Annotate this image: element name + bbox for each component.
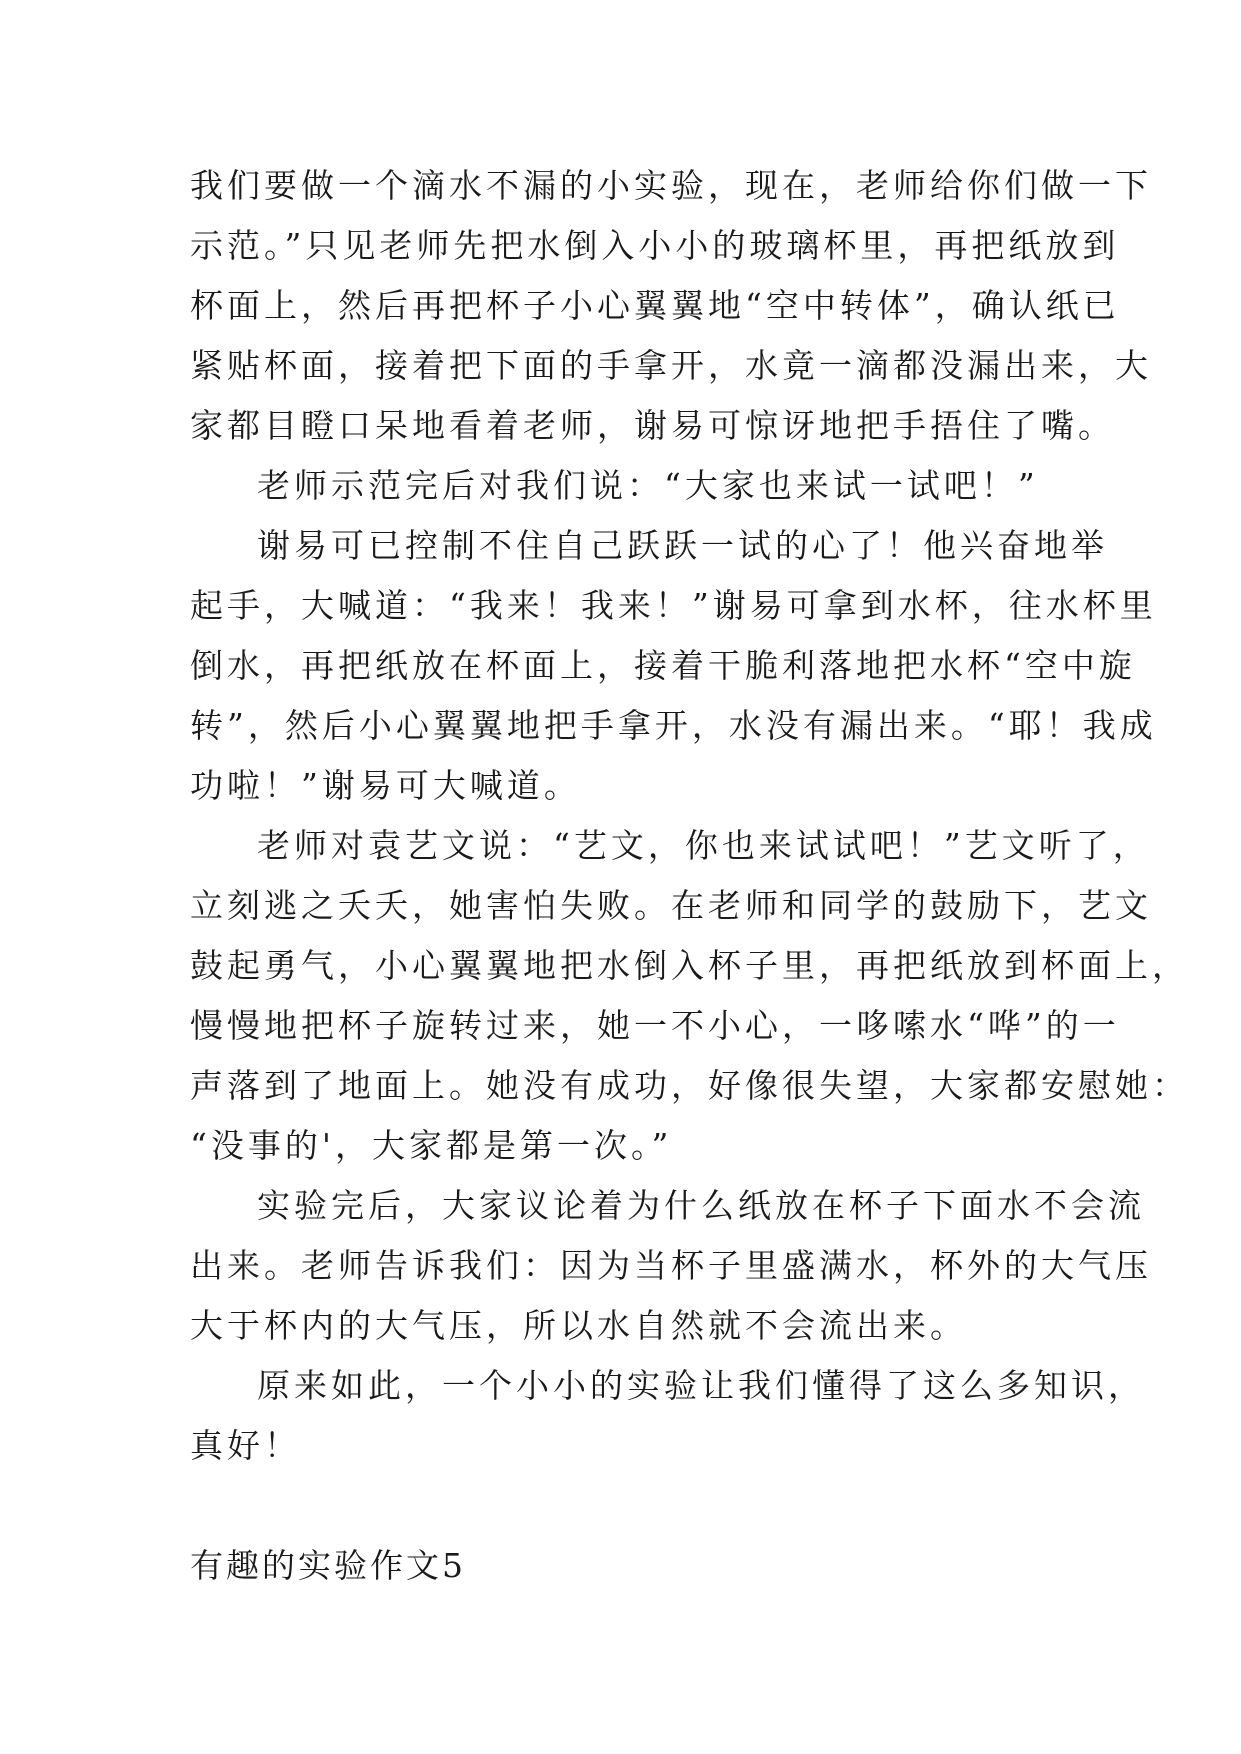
text-line: 大于杯内的大气压，所以水自然就不会流出来。 (190, 1306, 967, 1345)
text-line: 示范。”只见老师先把水倒入小小的玻璃杯里，再把纸放到 (190, 226, 1120, 265)
text-line: 紧贴杯面，接着把下面的手拿开，水竟一滴都没漏出来，大 (190, 346, 1152, 385)
text-line: 起手，大喊道：“我来！我来！”谢易可拿到水杯，往水杯里 (190, 586, 1157, 625)
text-line: “没事的'，大家都是第一次。” (190, 1126, 673, 1165)
text-line: 我们要做一个滴水不漏的小实验，现在，老师给你们做一下 (190, 166, 1152, 205)
text-line: 立刻逃之夭夭，她害怕失败。在老师和同学的鼓励下，艺文 (190, 886, 1152, 925)
text-line: 功啦！”谢易可大喊道。 (190, 766, 581, 805)
text-line: 杯面上，然后再把杯子小心翼翼地“空中转体”，确认纸已 (190, 286, 1120, 325)
text-line: 转”，然后小心翼翼地把手拿开，水没有漏出来。“耶！我成 (190, 706, 1157, 745)
blank-line (190, 1476, 1070, 1536)
text-line: 慢慢地把杯子旋转过来，她一不小心，一哆嗦水“哗”的一 (190, 1006, 1120, 1045)
text-line: 出来。老师告诉我们：因为当杯子里盛满水，杯外的大气压 (190, 1246, 1152, 1285)
text-line: 原来如此，一个小小的实验让我们懂得了这么多知识， (257, 1366, 1145, 1405)
text-line: 老师对袁艺文说：“艺文，你也来试试吧！”艺文听了， (257, 826, 1150, 865)
text-line: 家都目瞪口呆地看着老师，谢易可惊讶地把手捂住了嘴。 (190, 406, 1115, 445)
text-line: 倒水，再把纸放在杯面上，接着干脆利落地把水杯“空中旋 (190, 646, 1136, 685)
text-line: 实验完后，大家议论着为什么纸放在杯子下面水不会流 (257, 1186, 1145, 1225)
essay-body (190, 156, 1189, 1596)
text-line: 真好！ (190, 1426, 301, 1465)
text-line: 谢易可已控制不住自己跃跃一试的心了！他兴奋地举 (257, 526, 1108, 565)
text-line: 老师示范完后对我们说：“大家也来试一试吧！” (257, 466, 1039, 505)
text-line: 鼓起勇气，小心翼翼地把水倒入杯子里，再把纸放到杯面上， (190, 946, 1189, 985)
section-heading: 有趣的实验作文5 (190, 1546, 466, 1585)
text-line: 声落到了地面上。她没有成功，好像很失望，大家都安慰她： (190, 1066, 1189, 1105)
